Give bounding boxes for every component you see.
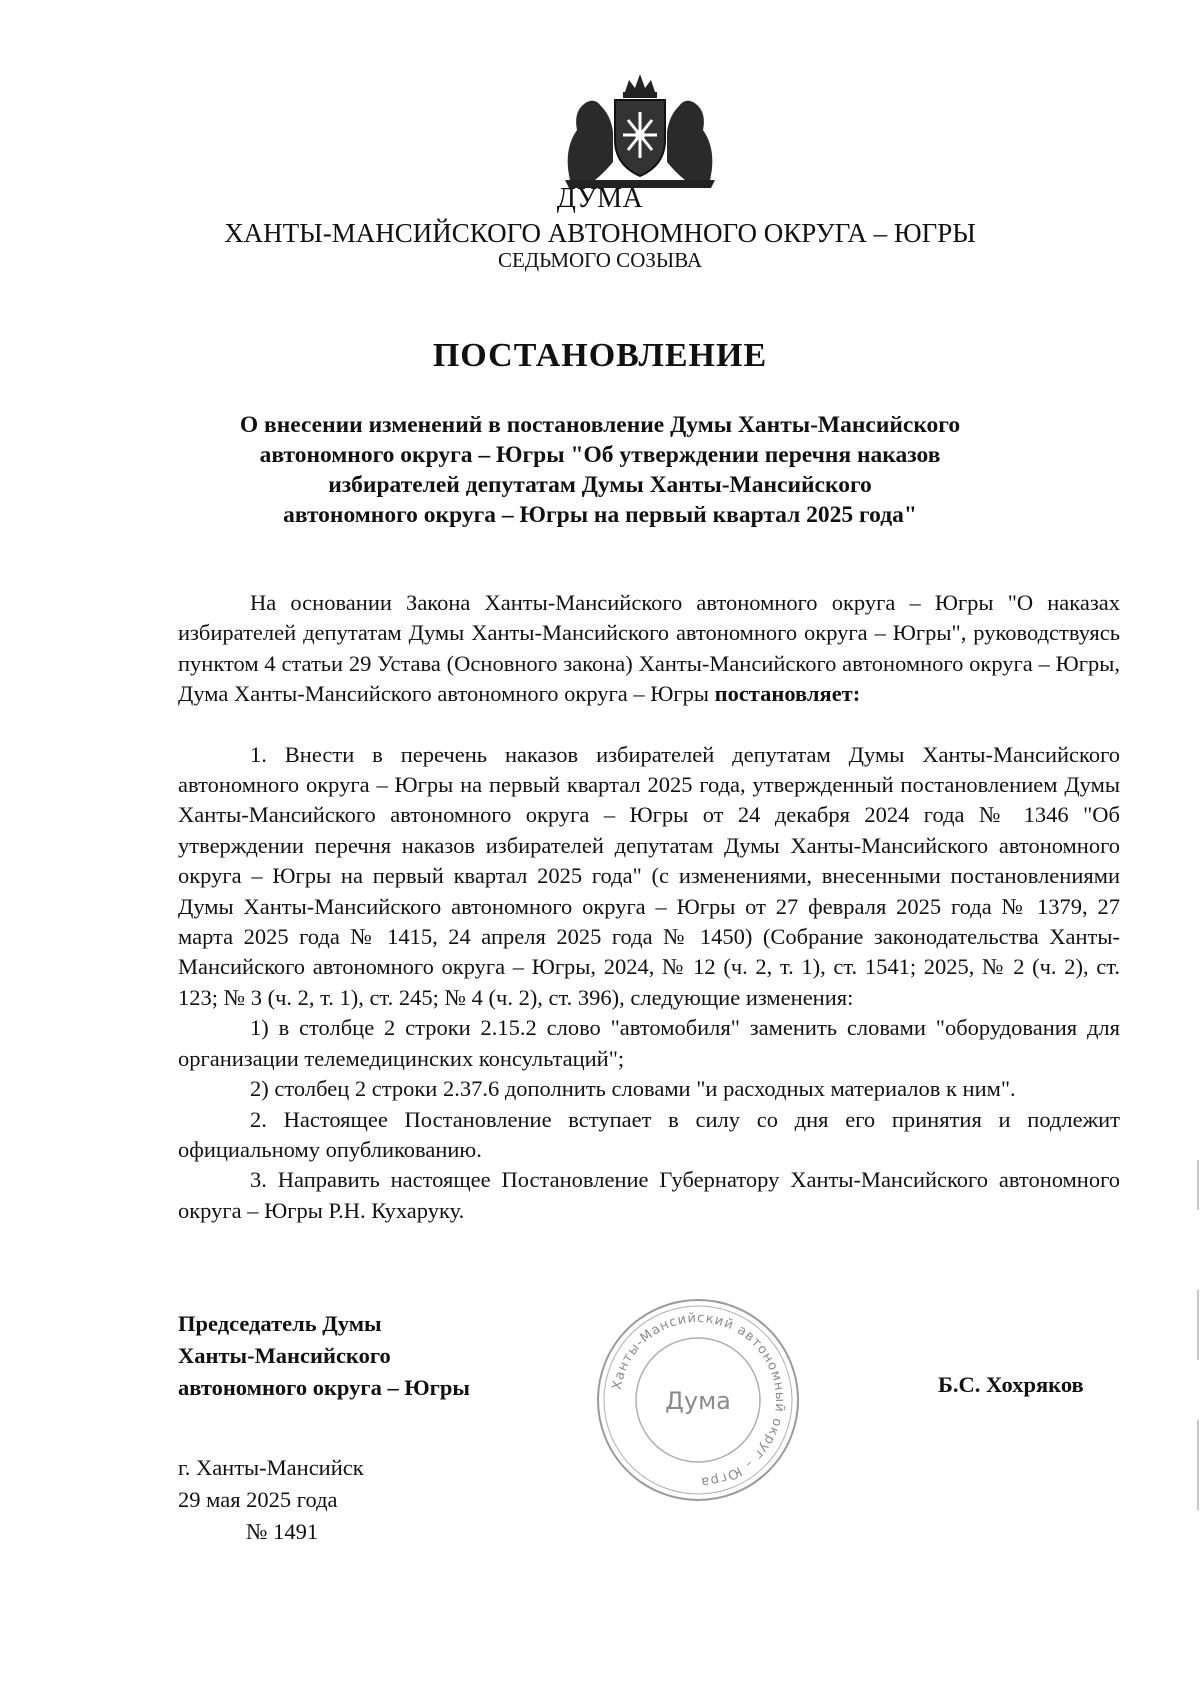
signatory-position-line: Председатель Думы xyxy=(178,1311,382,1336)
clause-paragraph: 1) в столбце 2 строки 2.15.2 слово "автомобиля" заменить словами "оборудования для организации телемедицинских консультаций"; xyxy=(178,1015,1120,1071)
clause-paragraph: 1. Внести в перечень наказов избирателей депутатам Думы Ханты-Мансийского автономного округа – Югры на первый квартал 2025 года, утвержденный постановлением Думы Ханты-Мансийского автономного округа – Югры от 24 декабря 2024 года № 1346 "Об утверждении перечня наказов избирателей депутатам Думы Ханты-Мансийского автономного округа – Югры на первый квартал 2025 года" (с изменениями, внесенными постановлениями Думы Ханты-Мансийского автономного округа – Югры от 27 февраля 2025 года № 1379, 27 марта 2025 года № 1415, 24 апреля 2025 года № 1450) (Собрание законодательства Ханты-Мансийского автономного округа – Югры, 2024, № 12 (ч. 2, т. 1), ст. 1541; 2025, № 2 (ч. 2), ст. 123; № 3 (ч. 2, т. 1), ст. 245; № 4 (ч. 2), ст. 396), следующие изменения: xyxy=(178,741,1120,1010)
document-subject xyxy=(180,410,1020,530)
decision-word: постановляет: xyxy=(714,681,861,707)
seal-center-text: Дума xyxy=(665,1387,731,1415)
document-body xyxy=(178,588,1120,1226)
signatory-position-line: Ханты-Мансийского xyxy=(178,1343,391,1368)
signatory-position-line: автономного округа – Югры xyxy=(178,1375,470,1400)
clause-paragraph: 2) столбец 2 строки 2.37.6 дополнить словами "и расходных материалов к ним". xyxy=(250,1076,1016,1102)
subject-line: автономного округа – Югры на первый квартал 2025 года" xyxy=(283,502,917,528)
signatory-position xyxy=(178,1308,470,1404)
clause-paragraph: 2. Настоящее Постановление вступает в силу со дня его принятия и подлежит официальному опубликованию. xyxy=(178,1106,1120,1162)
preamble-paragraph xyxy=(178,588,1120,710)
place-and-date xyxy=(178,1452,364,1548)
organization-region: ХАНТЫ-МАНСИЙСКОГО АВТОНОМНОГО ОКРУГА – ЮГРЫ xyxy=(224,218,976,248)
signer-name: Б.С. Хохряков xyxy=(938,1372,1084,1397)
organization-name: ДУМА xyxy=(556,183,644,214)
coat-of-arms-icon xyxy=(555,70,725,190)
clause-paragraph: 3. Направить настоящее Постановление Губернатору Ханты-Мансийского автономного округа – Югры Р.Н. Кухаруку. xyxy=(178,1167,1120,1223)
subject-line: О внесении изменений в постановление Думы Ханты-Мансийского xyxy=(239,412,961,438)
subject-line: автономного округа – Югры "Об утверждении перечня наказов xyxy=(259,442,941,468)
convocation-label: СЕДЬМОГО СОЗЫВА xyxy=(497,248,703,272)
document-date: 29 мая 2025 года xyxy=(178,1487,338,1512)
subject-line: избирателей депутатам Думы Ханты-Мансийского xyxy=(328,472,872,498)
document-type-title: ПОСТАНОВЛЕНИЕ xyxy=(432,337,768,374)
seal-ring-text: Ханты-Мансийский автономный округ – Югра xyxy=(609,1310,788,1490)
official-seal-icon xyxy=(588,1290,808,1510)
document-number: № 1491 xyxy=(246,1519,319,1544)
preamble-text: На основании Закона Ханты-Мансийского автономного округа – Югры "О наказах избирателей депутатам Думы Ханты-Мансийского автономного округа – Югры", руководствуясь пунктом 4 статьи 29 Устава (Основного закона) Ханты-Мансийского автономного округа – Югры, Дума Ханты-Мансийского автономного округа – Югры xyxy=(178,590,1120,707)
city: г. Ханты-Мансийск xyxy=(178,1455,364,1480)
